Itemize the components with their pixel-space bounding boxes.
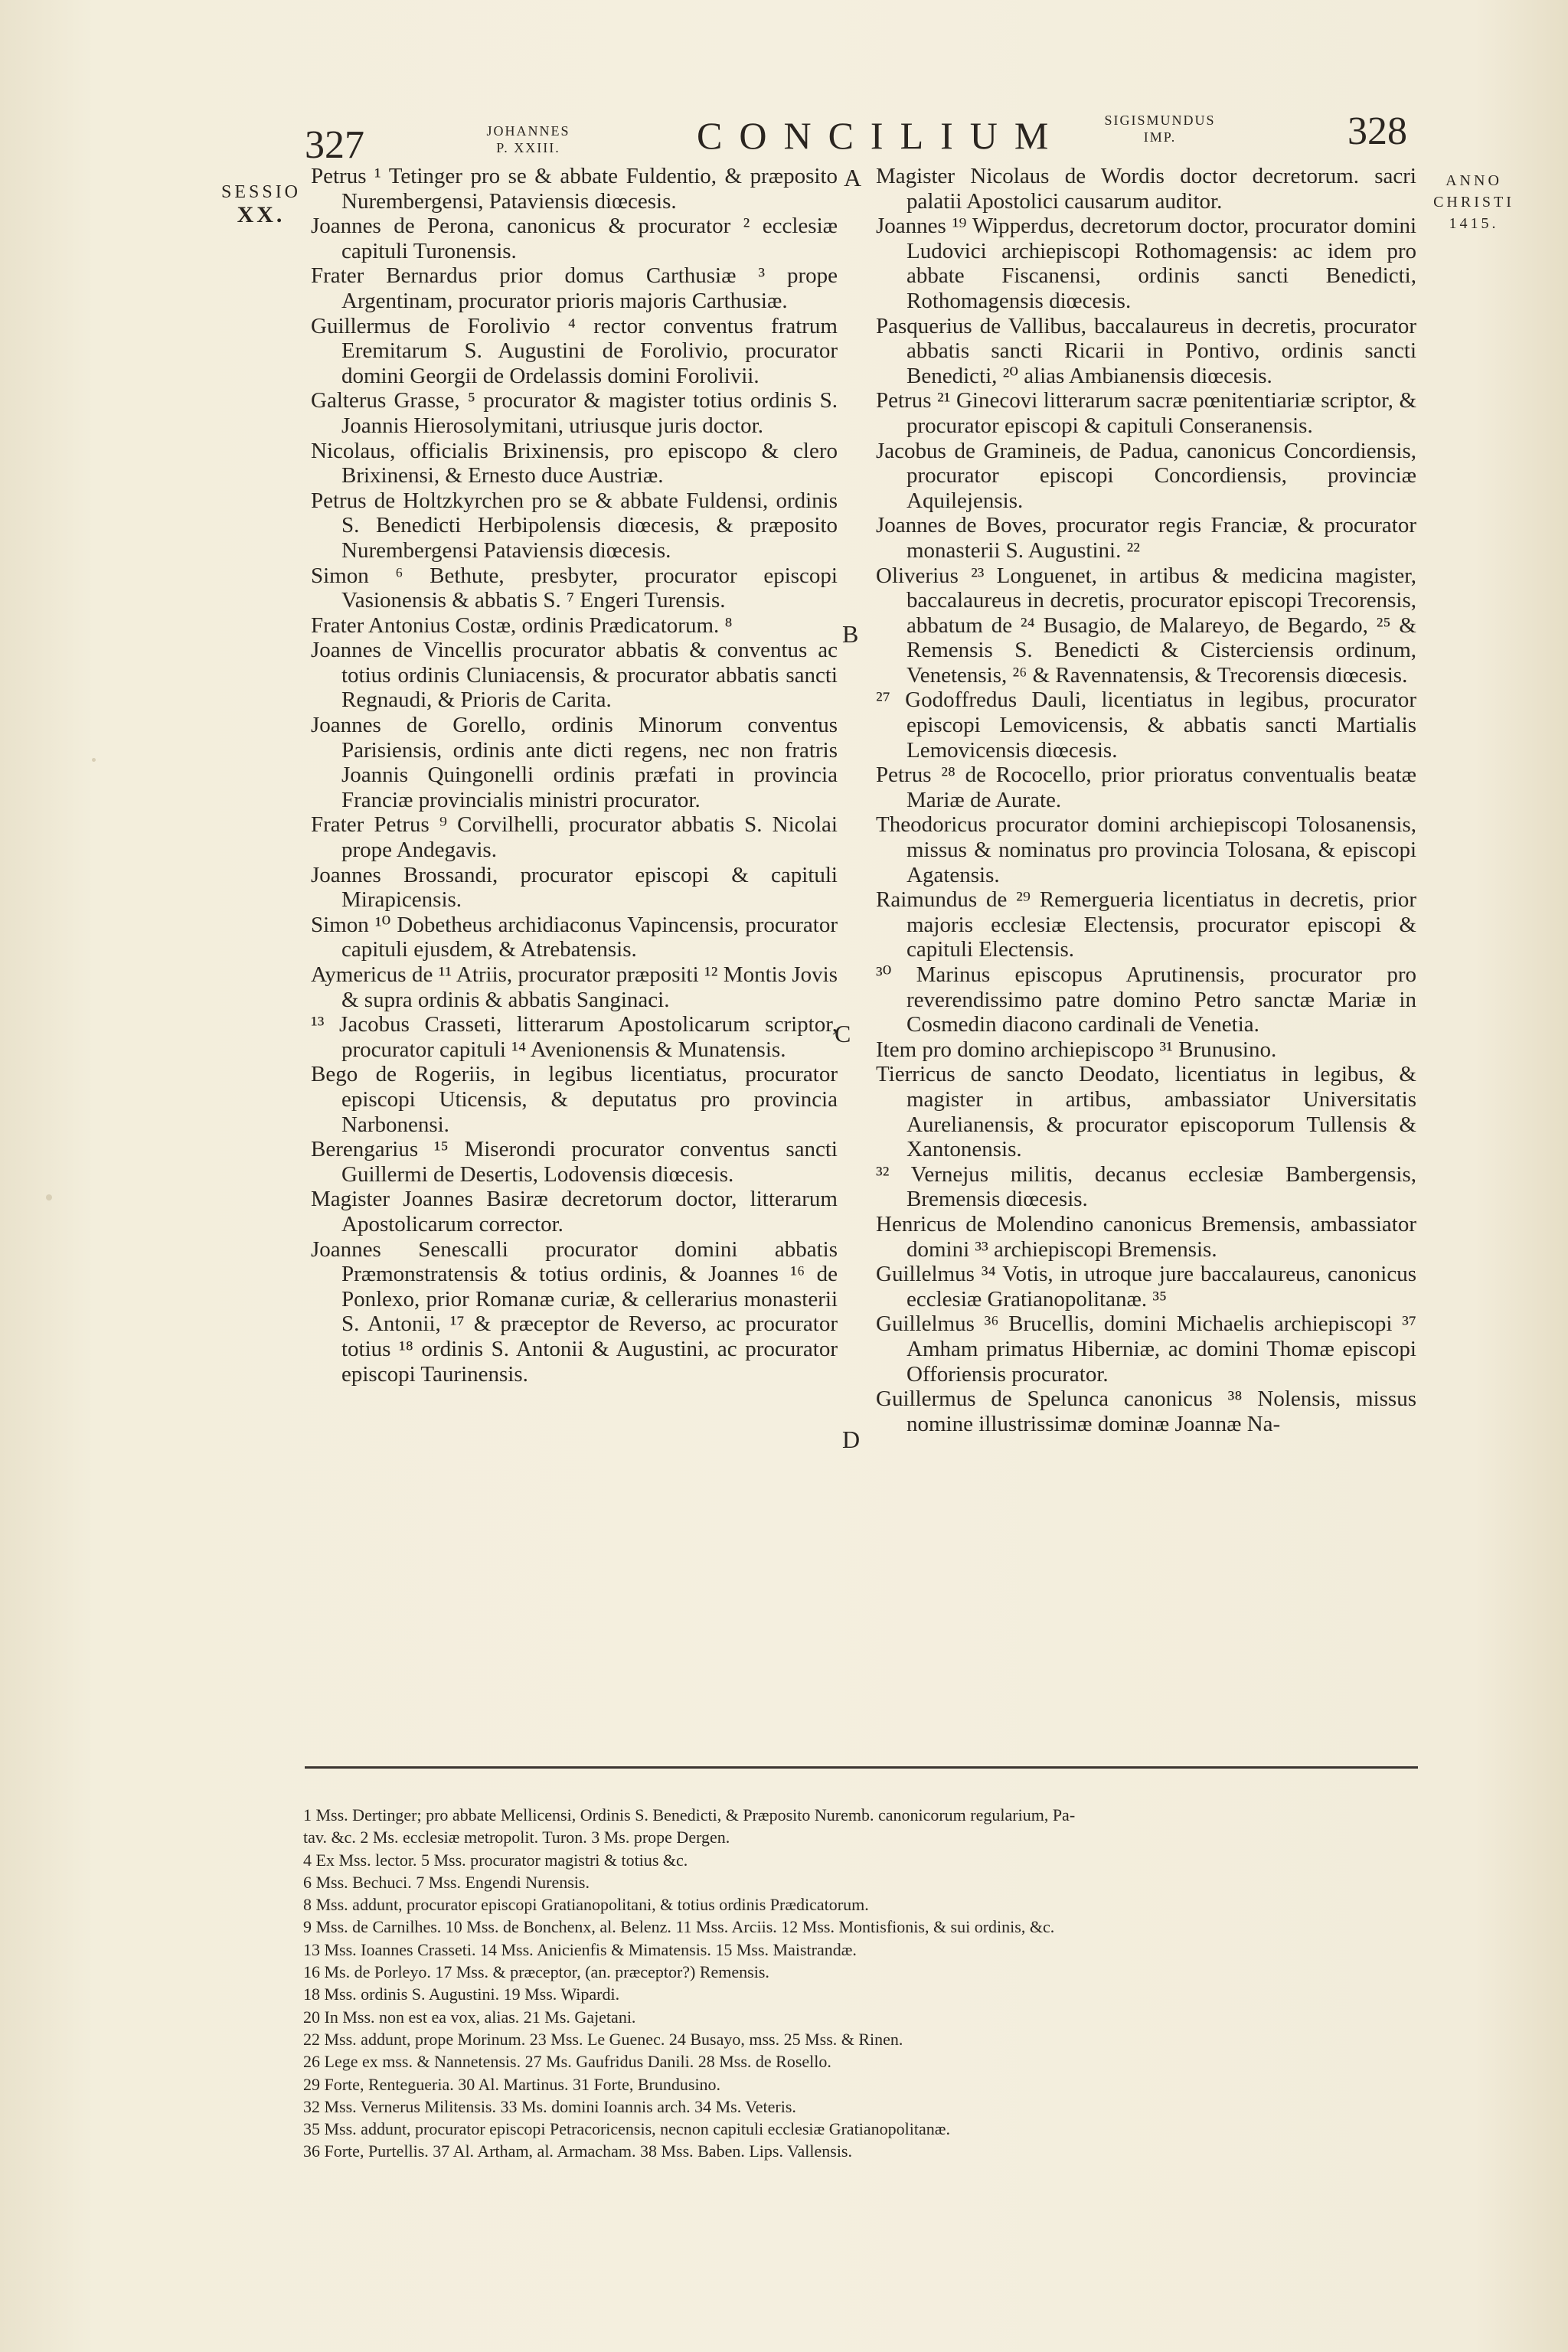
attendee-entry: Joannes Brossandi, procurator episcopi & capituli Mirapicensis. [311, 862, 838, 913]
footnote: 1 Mss. Dertinger; pro abbate Mellicensi, Ordinis S. Benedicti, & Præposito Nuremb. canonicorum regularium, Pa- [303, 1805, 1076, 1824]
attendee-entry: Joannes Senescalli procurator domini abbatis Præmonstratensis & totius ordinis, & Joannes ¹⁶ de Ponlexo, prior Romanæ curiæ, & cellerarius monasterii S. Antonii, ¹⁷ & præceptor de Reverso, ac procurator totius ¹⁸ ordinis S. Antonii & Augustini, ac procurator episcopi Taurinensis. [311, 1236, 838, 1387]
attendee-entry: Bego de Rogeriis, in legibus licentiatus, procurator episcopi Uticensis, & deputatus pro provincia Narbonensi. [311, 1062, 838, 1137]
footnote: 22 Mss. addunt, prope Morinum. 23 Mss. Le Guenec. 24 Busayo, mss. 25 Mss. & Rinen. [303, 2029, 903, 2049]
attendee-entry: Guillelmus ³⁴ Votis, in utroque jure baccalaureus, canonicus ecclesiæ Gratianopolitanæ. ³⁵ [876, 1262, 1416, 1312]
section-letter: B [842, 620, 859, 648]
section-letter: C [835, 1020, 851, 1047]
attendee-entry: Joannes ¹⁹ Wipperdus, decretorum doctor, procurator domini Ludovici archiepiscopi Rothomagensis: ac idem pro abbate Fiscanensi, ordinis sancti Benedicti, Rothomagensis diœcesis. [876, 214, 1416, 313]
footnote: 26 Lege ex mss. & Nannetensis. 27 Ms. Gaufridus Danili. 28 Mss. de Rosello. [303, 2052, 831, 2072]
attendee-entry: Simon ¹⁰ Dobetheus archidiaconus Vapincensis, procurator capituli ejusdem, & Atrebatensis. [311, 912, 838, 962]
paper-spot [46, 1194, 52, 1200]
sessio-margin-note [211, 181, 311, 227]
attendee-entry: Oliverius ²³ Longuenet, in artibus & medicina magister, baccalaureus in decretis, procurator episcopi Trecorensis, abbatum de ²⁴ Busagio, de Malareyo, de Begardo, ²⁵ & Remensis S. Benedicti & Cisterciensis ordinum, Venetensis, ²⁶ & Ravennatensis, & Trecorensis diœcesis. [876, 563, 1416, 688]
attendee-entry: Raimundus de ²⁹ Remergueria licentiatus in decretis, prior majoris ecclesiæ Electensis, procurator episcopi & capituli Electensis. [876, 887, 1416, 962]
page-title: CONCILIUM [697, 114, 1066, 157]
attendee-entry: Joannes de Gorello, ordinis Minorum conventus Parisiensis, ordinis ante dicti regens, nec non fratris Joannis Quingonelli ordinis præfati in provincia Franciæ provincialis ministri procurator. [311, 713, 838, 812]
attendee-entry: Galterus Grasse, ⁵ procurator & magister totius ordinis S. Joannis Hierosolymitani, utriusque juris doctor. [311, 388, 838, 438]
right-column [876, 164, 1416, 1436]
attendee-entry: Item pro domino archiepiscopo ³¹ Brunusino. [876, 1037, 1277, 1062]
footnote: 4 Ex Mss. lector. 5 Mss. procurator magistri & totius &c. [303, 1850, 688, 1870]
attendee-entry: Simon ⁶ Bethute, presbyter, procurator episcopi Vasionensis & abbatis S. ⁷ Engeri Turensis. [311, 563, 838, 613]
footnote: 8 Mss. addunt, procurator episcopi Gratianopolitani, & totius ordinis Prædicatorum. [303, 1895, 869, 1915]
attendee-entry: Tierricus de sancto Deodato, licentiatus in legibus, & magister in artibus, ambassiator Universitatis Aurelianensis, & procurator episcoporum Tullensis & Xantonensis. [876, 1062, 1416, 1162]
attendee-entry: Joannes de Perona, canonicus & procurator ² ecclesiæ capituli Turonensis. [311, 214, 838, 263]
attendee-entry: ²⁷ Godoffredus Dauli, licentiatus in legibus, procurator episcopi Lemovicensis, & abbatis sancti Martialis Lemovicensis diœcesis. [876, 688, 1416, 763]
attendee-entry: Petrus de Holtzkyrchen pro se & abbate Fuldensi, ordinis S. Benedicti Herbipolensis diœcesis, & præposito Nurembergensi Pataviensis diœcesis. [311, 488, 838, 563]
footnote: 32 Mss. Vernerus Militensis. 33 Ms. domini Ioannis arch. 34 Ms. Veteris. [303, 2096, 796, 2116]
attendee-entry: Frater Bernardus prior domus Carthusiæ ³ prope Argentinam, procurator prioris majoris Carthusiæ. [311, 263, 838, 313]
margin-note-line: SESSIO [220, 182, 302, 202]
attendee-entry: Frater Antonius Costæ, ordinis Prædicatorum. ⁸ [311, 612, 733, 638]
margin-note-line: ANNO [1446, 172, 1502, 189]
attendee-entry: Petrus ²⁸ de Rococello, prior prioratus conventualis beatæ Mariæ de Aurate. [876, 763, 1416, 812]
footnote: 20 In Mss. non est ea vox, alias. 21 Ms. Gajetani. [303, 2007, 636, 2027]
running-head-line: SIGISMUNDUS [1104, 113, 1216, 128]
attendee-entry: Pasquerius de Vallibus, baccalaureus in decretis, procurator abbatis sancti Ricarii in Pontivo, ordinis sancti Benedicti, ²⁰ alias Ambianensis diœcesis. [876, 313, 1416, 388]
footnote: 29 Forte, Rentegueria. 30 Al. Martinus. 31 Forte, Brundusino. [303, 2074, 721, 2094]
margin-note-line: 1415. [1449, 215, 1499, 232]
attendee-entry: Frater Petrus ⁹ Corvilhelli, procurator abbatis S. Nicolai prope Andegavis. [311, 812, 838, 863]
attendee-entry: ³⁰ Marinus episcopus Aprutinensis, procurator pro reverendissimo patre domino Petro sanctæ Mariæ in Cosmedin diacono cardinali de Venetia. [876, 962, 1416, 1037]
footnote: 6 Mss. Bechuci. 7 Mss. Engendi Nurensis. [303, 1872, 590, 1892]
footnote: tav. &c. 2 Ms. ecclesiæ metropolit. Turon. 3 Ms. prope Dergen. [303, 1828, 730, 1847]
attendee-entry: Jacobus de Gramineis, de Padua, canonicus Concordiensis, procurator episcopi Concordiensis, provinciæ Aquilejensis. [876, 438, 1416, 513]
right-running-head [1087, 112, 1233, 145]
footnote-divider [305, 1766, 1418, 1769]
footnote: 16 Ms. de Porleyo. 17 Mss. & præceptor, (an. præceptor?) Remensis. [303, 1962, 769, 1982]
left-running-head [467, 122, 590, 156]
section-letter: A [844, 164, 862, 191]
attendee-entry: Magister Nicolaus de Wordis doctor decretorum. sacri palatii Apostolici causarum auditor. [876, 164, 1416, 214]
running-head-line: JOHANNES [486, 123, 570, 139]
footnotes [303, 1804, 1436, 2163]
margin-note-line: CHRISTI [1433, 194, 1514, 211]
attendee-entry: Magister Joannes Basiræ decretorum doctor, litterarum Apostolicarum corrector. [311, 1187, 838, 1236]
footnote: 9 Mss. de Carnilhes. 10 Mss. de Bonchenx, al. Belenz. 11 Mss. Arciis. 12 Mss. Montisfionis, & sui ordinis, &c. [303, 1917, 1055, 1937]
margin-note-line: XX. [237, 202, 286, 227]
left-page-number: 327 [305, 123, 364, 167]
footnote: 13 Mss. Ioannes Crasseti. 14 Mss. Anicienfis & Mimatensis. 15 Mss. Maistrandæ. [303, 1939, 857, 1959]
paper-spot [92, 758, 96, 762]
running-head-line: IMP. [1143, 129, 1177, 145]
footnote: 18 Mss. ordinis S. Augustini. 19 Mss. Wipardi. [303, 1984, 620, 2004]
attendee-entry: Joannes de Boves, procurator regis Franciæ, & procurator monasterii S. Augustini. ²² [876, 513, 1416, 563]
right-page-number: 328 [1348, 109, 1407, 153]
attendee-entry: Theodoricus procurator domini archiepiscopi Tolosanensis, missus & nominatus pro provincia Tolosana, & episcopi Agatensis. [876, 812, 1416, 887]
anno-margin-note [1424, 170, 1524, 234]
footnote: 35 Mss. addunt, procurator episcopi Petracoricensis, necnon capituli ecclesiæ Gratianopolitanæ. [303, 2119, 950, 2139]
section-letter: D [842, 1426, 861, 1453]
attendee-entry: Petrus ²¹ Ginecovi litterarum sacræ pœnitentiariæ scriptor, & procurator episcopi & capituli Conseranensis. [876, 388, 1416, 438]
left-column [311, 164, 838, 1387]
attendee-entry: ³² Vernejus militis, decanus ecclesiæ Bambergensis, Bremensis diœcesis. [876, 1161, 1416, 1212]
attendee-entry: Nicolaus, officialis Brixinensis, pro episcopo & clero Brixinensi, & Ernesto duce Austriæ. [311, 438, 838, 488]
attendee-entry: Petrus ¹ Tetinger pro se & abbate Fuldentio, & præposito Nurembergensi, Pataviensis diœcesis. [311, 164, 838, 214]
footnote: 36 Forte, Purtellis. 37 Al. Artham, al. Armacham. 38 Mss. Baben. Lips. Vallensis. [303, 2141, 852, 2161]
attendee-entry: Aymericus de ¹¹ Atriis, procurator præpositi ¹² Montis Jovis & supra ordinis & abbatis Sanginaci. [311, 962, 838, 1012]
attendee-entry: Joannes de Vincellis procurator abbatis & conventus ac totius ordinis Cluniacensis, & procurator abbatis sancti Regnaudi, & Prioris de Carita. [311, 638, 838, 713]
attendee-entry: Guillelmus ³⁶ Brucellis, domini Michaelis archiepiscopi ³⁷ Amham primatus Hiberniæ, ac domini Thomæ episcopi Offoriensis procurator. [876, 1312, 1416, 1387]
attendee-entry: Berengarius ¹⁵ Miserondi procurator conventus sancti Guillermi de Desertis, Lodovensis diœcesis. [311, 1137, 838, 1187]
running-head-line: P. XXIII. [496, 140, 560, 155]
attendee-entry: ¹³ Jacobus Crasseti, litterarum Apostolicarum scriptor, procurator capituli ¹⁴ Avenionensis & Munatensis. [311, 1012, 838, 1062]
attendee-entry: Guillermus de Spelunca canonicus ³⁸ Nolensis, missus nomine illustrissimæ dominæ Joannæ Na- [876, 1387, 1416, 1436]
attendee-entry: Guillermus de Forolivio ⁴ rector conventus fratrum Eremitarum S. Augustini de Forolivio, procurator domini Georgii de Ordelassis domini Forolivii. [311, 313, 838, 388]
attendee-entry: Henricus de Molendino canonicus Bremensis, ambassiator domini ³³ archiepiscopi Bremensis. [876, 1211, 1416, 1262]
